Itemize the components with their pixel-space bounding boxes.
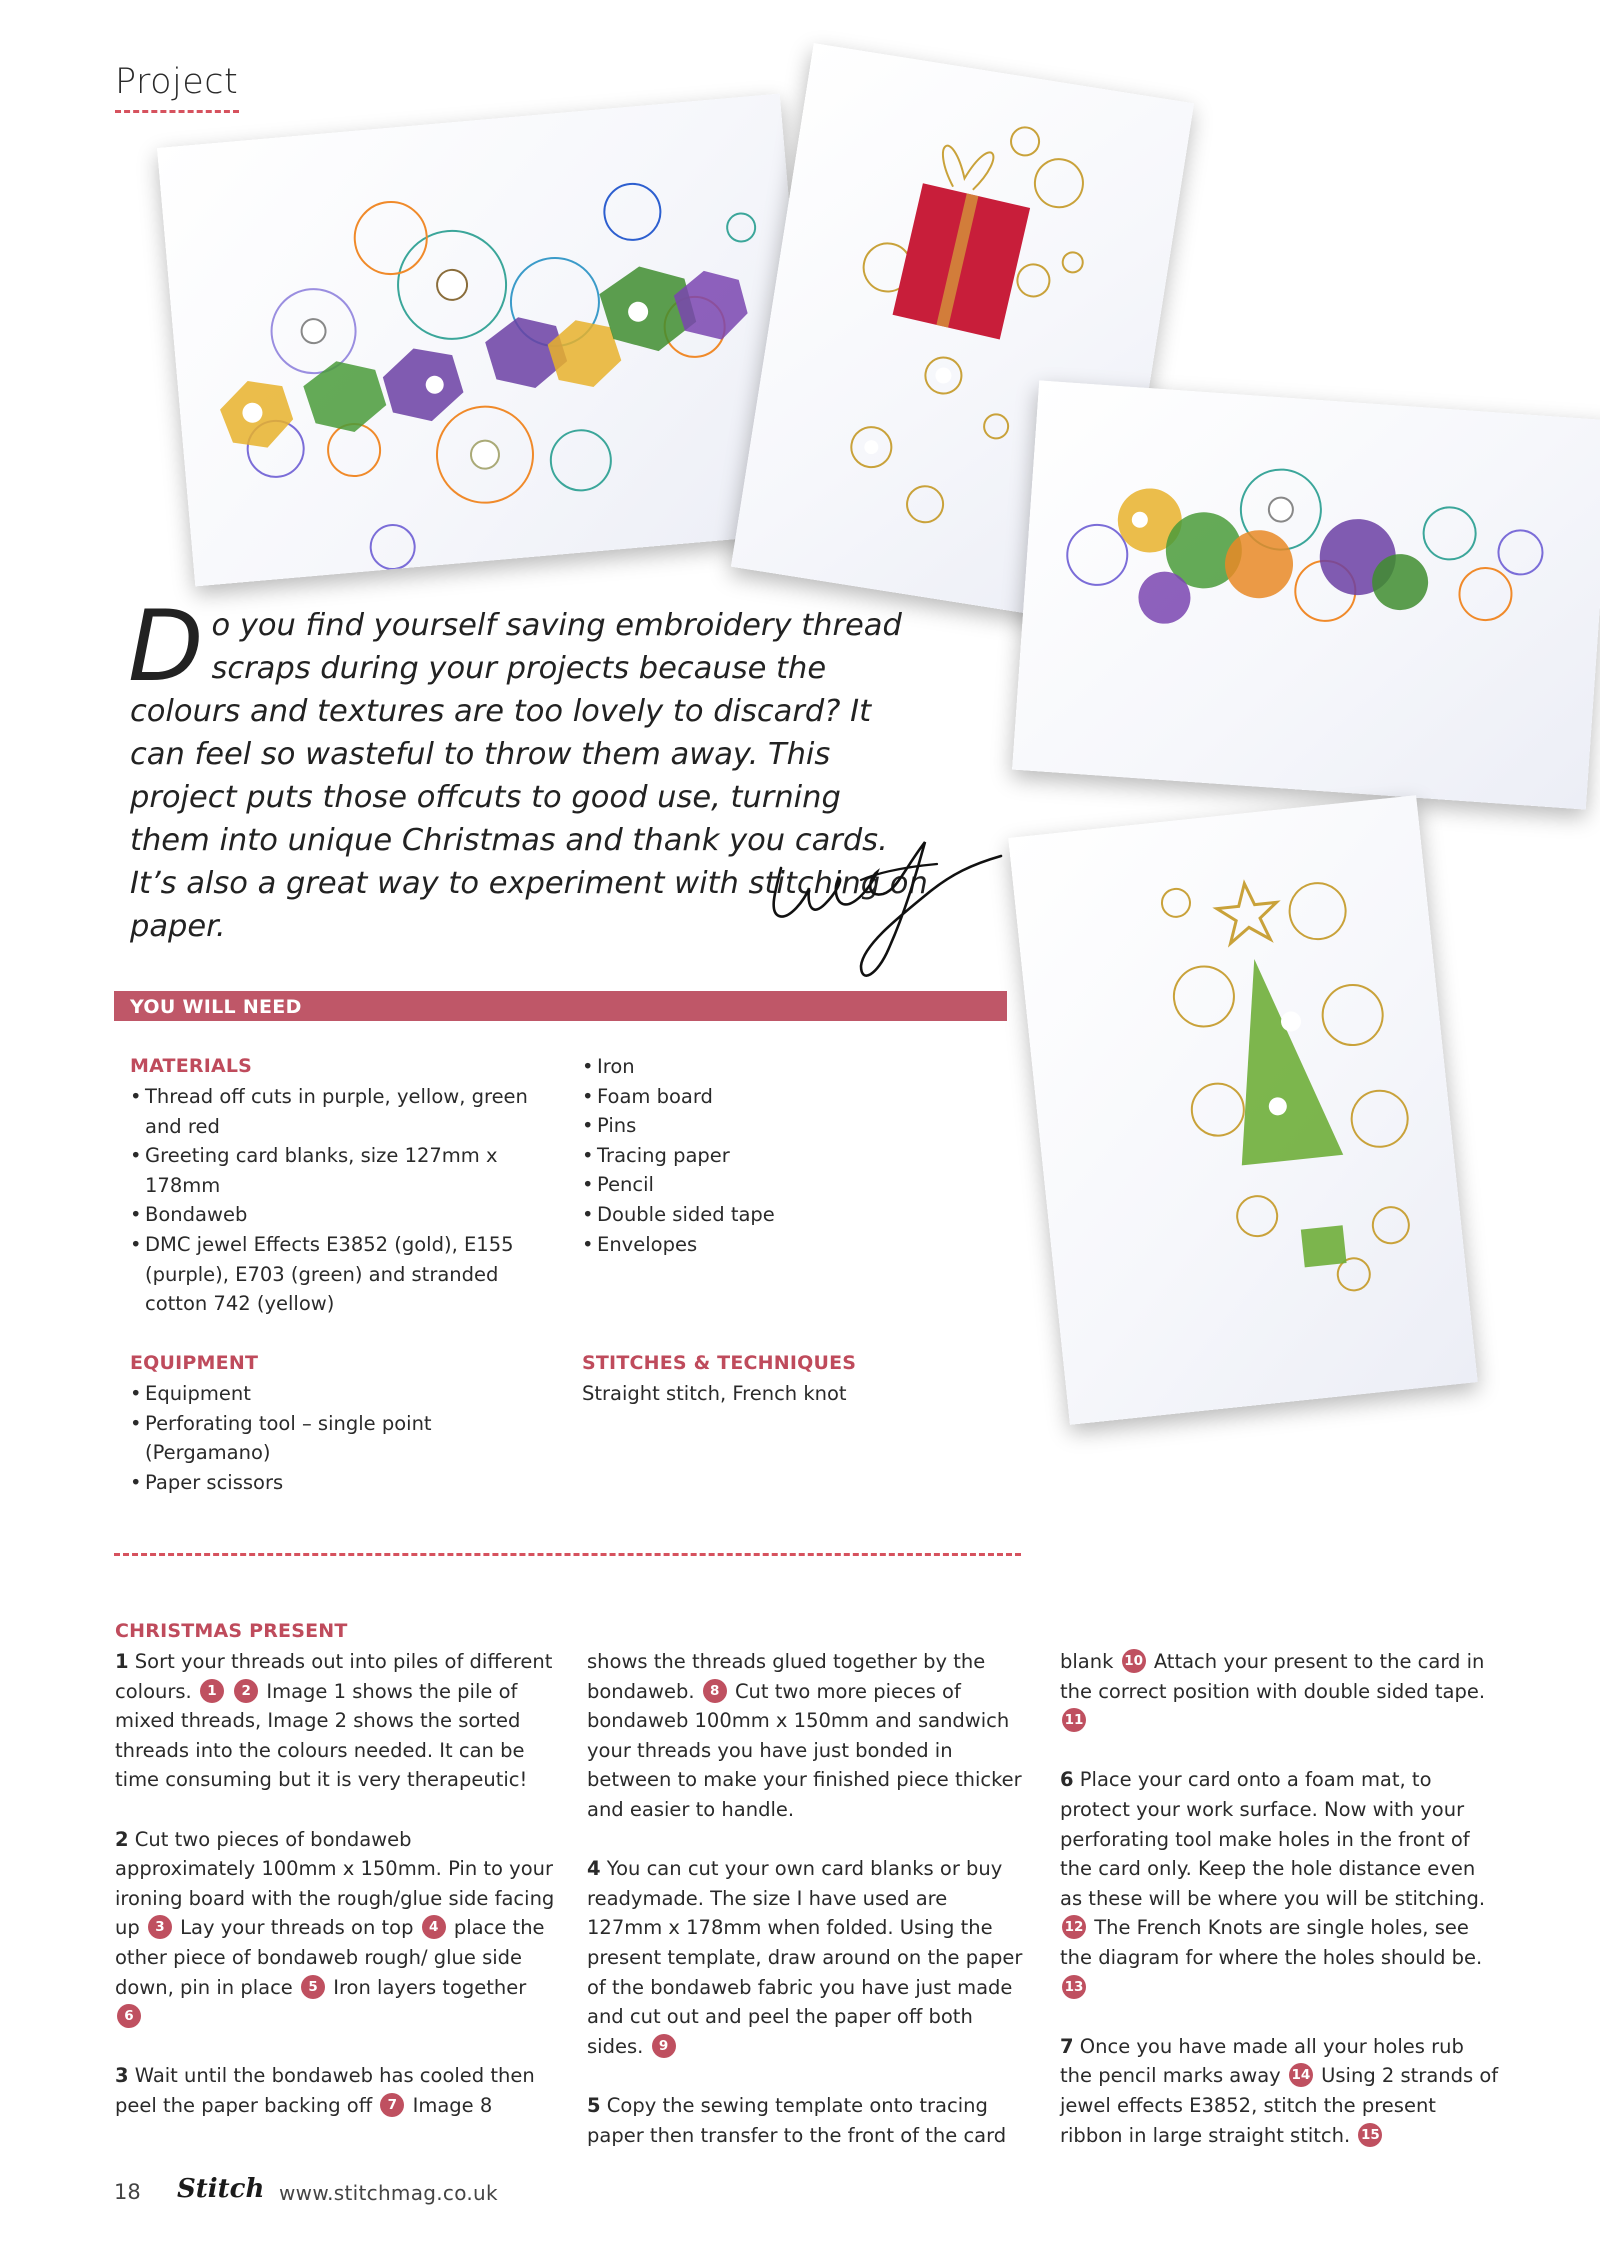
list-item: • Perforating tool – single point (Pergamano) <box>130 1409 470 1468</box>
step-number-badge-icon: 10 <box>1122 1649 1146 1673</box>
step-5-continued <box>1060 1647 1500 1736</box>
step-number-badge-icon: 7 <box>380 2093 404 2117</box>
step-text: shows the threads glued together by the bondaweb. <box>587 1650 986 1703</box>
section-divider <box>115 110 239 113</box>
materials-list-continued <box>582 1052 962 1259</box>
step-text: Place your card onto a foam mat, to protect your work surface. Now with your perforating tool make holes in the front of the card only. Keep the hole distance even as these will be where you will be stitching. <box>1060 1768 1486 1910</box>
signature-icon <box>765 808 1005 988</box>
step-text: Lay your threads on top <box>180 1916 414 1940</box>
step-number-badge-icon: 13 <box>1062 1975 1086 1999</box>
hexagon-card-illustration <box>157 94 818 587</box>
step-text: Once you have made all your holes rub the pencil marks away <box>1060 2034 1464 2088</box>
step-text: Sort your threads out into piles of different colours. <box>115 1650 553 1703</box>
step-number: 1 <box>115 1650 129 1673</box>
step-number-badge-icon: 15 <box>1358 2123 1382 2147</box>
card-photo-tree <box>1008 795 1477 1425</box>
step-1 <box>115 1647 555 1795</box>
drop-cap: D <box>128 590 204 704</box>
list-item: • Envelopes <box>582 1230 962 1260</box>
step-text: You can cut your own card blanks or buy readymade. The size I have used are 127mm x 178mm when folded. Using the present template, draw around on the paper of the bondaweb fabric you have just made and cut out and peel the paper off both sides. <box>587 1857 1023 2058</box>
list-item: • Foam board <box>582 1082 962 1112</box>
list-item: • Greeting card blanks, size 127mm x 178mm <box>130 1141 530 1200</box>
page-number: 18 <box>114 2180 141 2204</box>
equipment-list <box>130 1379 470 1497</box>
step-number-badge-icon: 11 <box>1062 1708 1086 1732</box>
step-number: 4 <box>587 1857 601 1881</box>
step-text: The French Knots are single holes, see the diagram for where the holes should be. <box>1060 1916 1483 1969</box>
step-text: Image 8 <box>412 2093 493 2117</box>
step-number: 5 <box>587 2093 601 2117</box>
step-text: Iron layers together <box>333 1975 527 1999</box>
magazine-logo: Stitch <box>177 2174 265 2204</box>
step-number-badge-icon: 8 <box>703 1679 727 1703</box>
step-3 <box>115 2061 555 2120</box>
step-text: place the other piece of bondaweb rough/ glue side down, pin in place <box>115 1916 545 1999</box>
step-number-badge-icon: 4 <box>422 1915 446 1939</box>
step-text: Wait until the bondaweb has cooled then peel the paper backing off <box>115 2064 535 2117</box>
list-item: • Pins <box>582 1111 962 1141</box>
step-text: Cut two more pieces of bondaweb 100mm x 150mm and sandwich your threads you have just bonded in between to make your finished piece thicker and easier to handle. <box>587 1679 1022 1821</box>
tree-card-illustration <box>1008 795 1477 1425</box>
instructions-column-3 <box>1060 1647 1500 2180</box>
list-item: • Equipment <box>130 1379 470 1409</box>
you-will-need-banner <box>114 991 1007 1021</box>
step-number: 6 <box>1060 1768 1074 1792</box>
stitches-heading: STITCHES & TECHNIQUES <box>582 1352 857 1374</box>
step-4 <box>587 1854 1027 2061</box>
intro-text: o you find yourself saving embroidery thread scraps during your projects because the colours and textures are too lovely to discard? It can feel so wasteful to throw them away. This project puts those offcuts to good use, turning them into unique Christmas and thank you cards. It’s also a great way to experiment with stitching on paper. <box>130 608 928 944</box>
step-5 <box>587 2091 1027 2150</box>
list-item: • Thread off cuts in purple, yellow, green and red <box>130 1082 530 1141</box>
step-text: blank <box>1060 1650 1114 1673</box>
stitches-text: Straight stitch, French knot <box>582 1382 847 1405</box>
list-item: • Tracing paper <box>582 1141 962 1171</box>
materials-list <box>130 1082 530 1319</box>
step-3-continued <box>587 1647 1027 1825</box>
step-number-badge-icon: 9 <box>652 2034 676 2058</box>
list-item: • Pencil <box>582 1170 962 1200</box>
instructions-column-2 <box>587 1647 1027 2180</box>
instructions-column-1 <box>115 1647 555 2150</box>
step-text: Attach your present to the card in the correct position with double sided tape. <box>1060 1650 1486 1703</box>
step-number-badge-icon: 12 <box>1062 1915 1086 1939</box>
section-divider-middle <box>114 1553 1021 1556</box>
step-number-badge-icon: 1 <box>200 1679 224 1703</box>
section-label: Project <box>115 62 239 102</box>
step-text: Image 1 shows the pile of mixed threads, Image 2 shows the sorted threads into the colours needed. It can be time consuming but it is very therapeutic! <box>115 1679 528 1792</box>
list-item: • Bondaweb <box>130 1200 530 1230</box>
step-7 <box>1060 2032 1500 2150</box>
baubles-card-illustration <box>1012 380 1600 809</box>
step-number-badge-icon: 14 <box>1289 2063 1313 2087</box>
step-text: Cut two pieces of bondaweb approximately 100mm x 150mm. Pin to your ironing board with the rough/glue side facing up <box>115 1827 555 1940</box>
list-item: • Iron <box>582 1052 962 1082</box>
step-6 <box>1060 1765 1500 2002</box>
step-number-badge-icon: 2 <box>234 1679 258 1703</box>
step-number-badge-icon: 6 <box>117 2004 141 2028</box>
card-photo-baubles <box>1012 380 1600 809</box>
step-text: Copy the sewing template onto tracing paper then transfer to the front of the card <box>587 2093 1007 2147</box>
step-number: 7 <box>1060 2034 1074 2058</box>
step-number: 3 <box>115 2064 129 2088</box>
card-photo-hexagons <box>157 94 818 587</box>
website-link[interactable]: www.stitchmag.co.uk <box>279 2181 498 2205</box>
list-item: • DMC jewel Effects E3852 (gold), E155 (purple), E703 (green) and stranded cotton 742 (yellow) <box>130 1230 530 1319</box>
step-number-badge-icon: 3 <box>148 1915 172 1939</box>
materials-heading: MATERIALS <box>130 1055 253 1077</box>
list-item: • Double sided tape <box>582 1200 962 1230</box>
you-will-need-heading: YOU WILL NEED <box>130 996 302 1018</box>
step-2 <box>115 1825 555 2032</box>
step-number: 2 <box>115 1827 129 1851</box>
step-number-badge-icon: 5 <box>301 1975 325 1999</box>
list-item: • Paper scissors <box>130 1468 470 1498</box>
step-text: Using 2 strands of jewel effects E3852, stitch the present ribbon in large straight stitch. <box>1060 2064 1499 2147</box>
equipment-heading: EQUIPMENT <box>130 1352 259 1374</box>
instructions-heading: CHRISTMAS PRESENT <box>115 1620 348 1642</box>
